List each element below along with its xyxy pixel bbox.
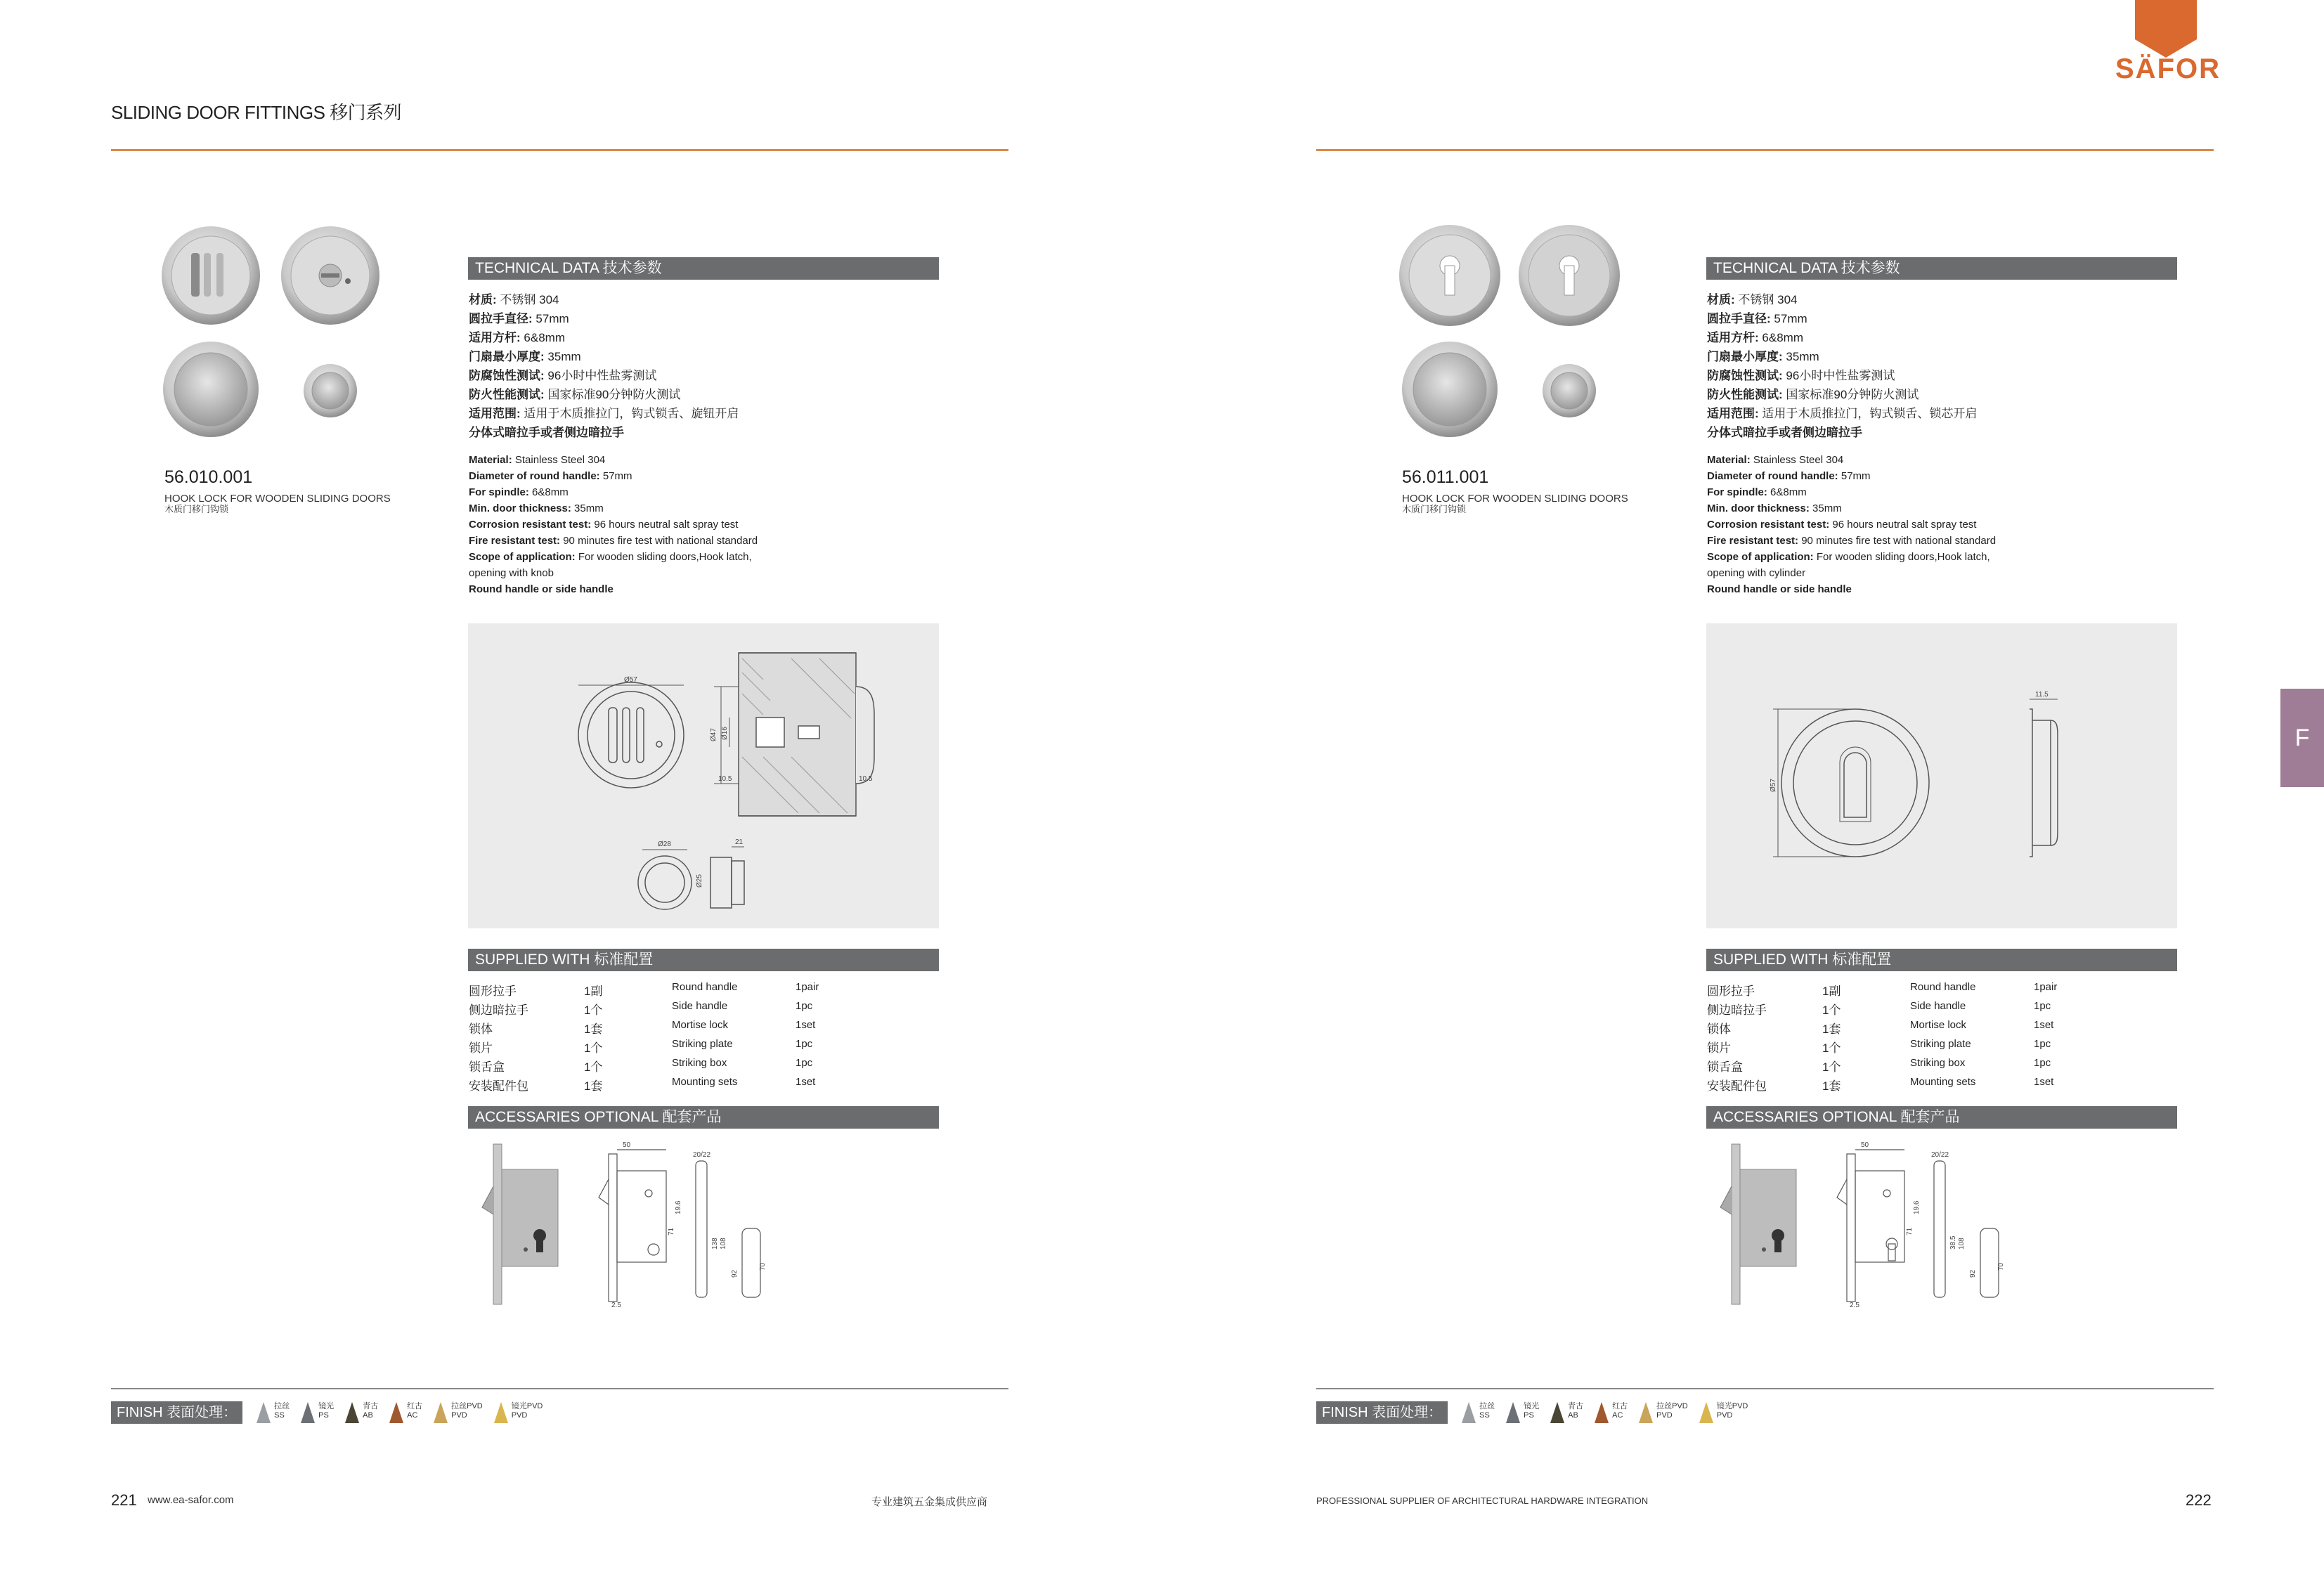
table-row: 锁片 1个 Striking plate 1pc: [469, 1038, 813, 1055]
mortise-lock-photo: [482, 1144, 558, 1304]
page-number-left: 221: [111, 1491, 137, 1509]
spec-row: 适用方杆: 6&8mm: [1707, 331, 1803, 344]
finish-label: FINISH 表面处理：: [1316, 1401, 1448, 1424]
dim-d28: Ø28: [658, 841, 671, 848]
technical-drawing-left: [468, 623, 939, 928]
table-row: 侧边暗拉手 1个 Side handle 1pc: [469, 1000, 813, 1017]
product-code: 56.010.001: [164, 467, 253, 487]
svg-text:71: 71: [1906, 1227, 1914, 1235]
dim-11-5: 11.5: [2035, 691, 2049, 699]
round-handle-cup-photo: [163, 342, 259, 437]
finish-ss-icon: [257, 1402, 271, 1423]
supplied-with-header: SUPPLIED WITH 标准配置: [468, 949, 939, 971]
svg-text:20/22: 20/22: [693, 1151, 711, 1159]
finish-swatch: 红古 AC: [389, 1402, 422, 1423]
mortise-lock-drawing-left: [469, 1137, 779, 1313]
spec-row: 分体式暗拉手或者侧边暗拉手: [469, 426, 624, 439]
tech-data-header: TECHNICAL DATA 技术参数: [468, 257, 939, 280]
svg-text:92: 92: [731, 1269, 739, 1278]
tech-data-header: TECHNICAL DATA 技术参数: [1706, 257, 2177, 280]
spec-row: Fire resistant test: 90 minutes fire test with national standard: [1707, 535, 1997, 547]
finish-row-left: [111, 1401, 554, 1424]
finish-swatch: 拉丝PVD PVD: [434, 1402, 483, 1423]
spec-row: Min. door thickness: 35mm: [469, 502, 604, 514]
mortise-lock-photo: [1720, 1144, 1796, 1304]
spec-row: Min. door thickness: 35mm: [1707, 502, 1842, 514]
dim-d57: Ø57: [624, 676, 637, 684]
website-link[interactable]: www.ea-safor.com: [148, 1494, 234, 1506]
spec-row: Corrosion resistant test: 96 hours neutral salt spray test: [1707, 519, 1977, 531]
spec-row: Material: Stainless Steel 304: [469, 454, 606, 466]
table-row: 安装配件包 1套 Mounting sets 1set: [1707, 1076, 2054, 1093]
spec-row: Material: Stainless Steel 304: [1707, 454, 1844, 466]
spec-row: 材质: 不锈钢 304: [469, 293, 559, 306]
table-row: 圆形拉手 1副 Round handle 1pair: [469, 981, 819, 998]
table-row: 锁体 1套 Mortise lock 1set: [1707, 1019, 2054, 1036]
svg-text:138: 138: [711, 1238, 719, 1250]
finish-rule-right: [1316, 1388, 2214, 1389]
svg-text:92: 92: [1969, 1269, 1977, 1278]
svg-text:70: 70: [759, 1262, 767, 1271]
finish-swatch: 青古 AB: [345, 1402, 378, 1423]
round-handle-indicator-photo: [281, 226, 379, 325]
page-number-right: 222: [2186, 1491, 2212, 1509]
section-tab[interactable]: F: [2280, 689, 2324, 787]
finish-ab-icon: [1550, 1402, 1564, 1423]
specs-cn: [1707, 290, 2178, 442]
product-photos-left: [158, 225, 390, 443]
finish-ps-icon: [301, 1402, 315, 1423]
table-row: 锁体 1套 Mortise lock 1set: [469, 1019, 816, 1036]
supplied-with-header: SUPPLIED WITH 标准配置: [1706, 949, 2177, 971]
mortise-lock-drawing-right: [1708, 1137, 2017, 1313]
spec-row: 适用范围: 适用于木质推拉门，钩式锁舌、旋钮开启: [469, 407, 739, 420]
mortise-lock-outline: [599, 1150, 760, 1302]
finish-pvd-polished-icon: [1699, 1402, 1713, 1423]
spec-row: 门扇最小厚度: 35mm: [1707, 350, 1819, 363]
finish-ac-icon: [1595, 1402, 1609, 1423]
dim-d16: Ø16: [721, 727, 729, 740]
dim-d25: Ø25: [696, 874, 703, 888]
round-handle-cup-photo: [1402, 342, 1498, 437]
dim-d47: Ø47: [710, 728, 718, 741]
accessories-header: ACCESSARIES OPTIONAL 配套产品: [468, 1106, 939, 1129]
product-desc-cn: 木质门移门钩锁: [164, 504, 229, 514]
finish-row-right: [1316, 1401, 1759, 1424]
finish-swatch: 拉丝 SS: [257, 1402, 290, 1423]
product-desc-cn: 木质门移门钩锁: [1402, 504, 1467, 514]
spec-row: Round handle or side handle: [469, 583, 614, 595]
finish-ps-icon: [1506, 1402, 1520, 1423]
mortise-lock-outline: [1837, 1150, 1999, 1302]
slogan-en: PROFESSIONAL SUPPLIER OF ARCHITECTURAL HARDWARE INTEGRATION: [1316, 1495, 1649, 1506]
spec-row: 分体式暗拉手或者侧边暗拉手: [1707, 426, 1862, 439]
specs-en: [469, 452, 940, 597]
finish-pvd-brushed-icon: [1639, 1402, 1653, 1423]
finish-swatch: 镜光PVD PVD: [1699, 1402, 1748, 1423]
product-photos-right: [1397, 225, 1629, 443]
brand-logo: SÄFOR: [2115, 53, 2221, 84]
table-row: 安装配件包 1套 Mounting sets 1set: [469, 1076, 816, 1093]
spec-row: 防火性能测试: 国家标准90分钟防火测试: [1707, 388, 1919, 401]
spec-row: Diameter of round handle: 57mm: [1707, 470, 1871, 482]
table-row: 锁舌盒 1个 Striking box 1pc: [1707, 1057, 2051, 1074]
finish-ac-icon: [389, 1402, 403, 1423]
technical-drawing-right: [1706, 623, 2177, 928]
spec-row: 门扇最小厚度: 35mm: [469, 350, 581, 363]
spec-row: 圆拉手直径: 57mm: [469, 312, 569, 325]
svg-text:108: 108: [1958, 1238, 1966, 1250]
spec-row: 适用范围: 适用于木质推拉门，钩式锁舌、锁芯开启: [1707, 407, 1978, 420]
finish-rule-left: [111, 1388, 1008, 1389]
spec-row: 适用方杆: 6&8mm: [469, 331, 565, 344]
table-row: 锁片 1个 Striking plate 1pc: [1707, 1038, 2051, 1055]
spec-row: opening with knob: [469, 567, 554, 579]
spec-row: 圆拉手直径: 57mm: [1707, 312, 1807, 325]
spec-row: 防腐蚀性测试: 96小时中性盐雾测试: [1707, 369, 1895, 382]
finish-swatch: 镜光 PS: [1506, 1402, 1539, 1423]
spec-row: Scope of application: For wooden sliding doors,Hook latch,: [469, 551, 752, 563]
finish-pvd-polished-icon: [494, 1402, 508, 1423]
side-handle-photo: [304, 364, 357, 417]
product-desc-en: HOOK LOCK FOR WOODEN SLIDING DOORS: [1402, 493, 1628, 505]
supplied-table-right: [1707, 981, 2057, 1095]
svg-text:50: 50: [623, 1141, 631, 1149]
spec-row: 防火性能测试: 国家标准90分钟防火测试: [469, 388, 681, 401]
spec-row: 材质: 不锈钢 304: [1707, 293, 1798, 306]
table-row: 圆形拉手 1副 Round handle 1pair: [1707, 981, 2058, 998]
cylinder-rosette-photo: [1399, 225, 1500, 326]
svg-text:50: 50: [1861, 1141, 1869, 1149]
header-rule-right: [1316, 149, 2214, 151]
finish-swatch: 拉丝 SS: [1462, 1402, 1495, 1423]
finish-label: FINISH 表面处理：: [111, 1401, 242, 1424]
product-code: 56.011.001: [1402, 467, 1489, 487]
spec-row: 防腐蚀性测试: 96小时中性盐雾测试: [469, 369, 657, 382]
round-handle-knob-photo: [162, 226, 260, 325]
spec-row: Diameter of round handle: 57mm: [469, 470, 632, 482]
spec-row: For spindle: 6&8mm: [1707, 486, 1807, 498]
dim-21: 21: [735, 838, 744, 846]
specs-cn: [469, 290, 940, 442]
svg-text:70: 70: [1997, 1262, 2005, 1271]
svg-text:20/22: 20/22: [1931, 1151, 1949, 1159]
cylinder-rosette-photo-2: [1519, 225, 1620, 326]
finish-swatch: 镜光 PS: [301, 1402, 334, 1423]
dim-10-5-b: 10.5: [859, 775, 873, 783]
spec-row: Fire resistant test: 90 minutes fire test with national standard: [469, 535, 758, 547]
svg-text:108: 108: [720, 1238, 727, 1250]
header-rule-left: [111, 149, 1008, 151]
brand-tab: [2135, 0, 2197, 39]
spec-row: Round handle or side handle: [1707, 583, 1852, 595]
slogan-cn: 专业建筑五金集成供应商: [871, 1496, 988, 1508]
finish-swatch: 镜光PVD PVD: [494, 1402, 543, 1423]
svg-text:2.5: 2.5: [611, 1302, 621, 1309]
svg-text:71: 71: [668, 1227, 675, 1235]
svg-text:19.6: 19.6: [675, 1200, 682, 1214]
table-row: 侧边暗拉手 1个 Side handle 1pc: [1707, 1000, 2051, 1017]
supplied-table-left: [469, 981, 819, 1095]
svg-text:2.5: 2.5: [1850, 1302, 1859, 1309]
finish-swatch: 红古 AC: [1595, 1402, 1628, 1423]
spec-row: Corrosion resistant test: 96 hours neutral salt spray test: [469, 519, 739, 531]
dim-d57: Ø57: [1770, 779, 1777, 792]
page-title: SLIDING DOOR FITTINGS 移门系列: [111, 102, 402, 123]
product-desc-en: HOOK LOCK FOR WOODEN SLIDING DOORS: [164, 493, 391, 505]
finish-ss-icon: [1462, 1402, 1476, 1423]
specs-en: [1707, 452, 2178, 597]
finish-swatch: 青古 AB: [1550, 1402, 1583, 1423]
accessories-header: ACCESSARIES OPTIONAL 配套产品: [1706, 1106, 2177, 1129]
dim-10-5-a: 10.5: [718, 775, 732, 783]
spec-row: For spindle: 6&8mm: [469, 486, 569, 498]
svg-text:19.6: 19.6: [1913, 1200, 1921, 1214]
finish-swatch: 拉丝PVD PVD: [1639, 1402, 1688, 1423]
finish-ab-icon: [345, 1402, 359, 1423]
side-handle-photo: [1543, 364, 1596, 417]
spec-row: opening with cylinder: [1707, 567, 1806, 579]
table-row: 锁舌盒 1个 Striking box 1pc: [469, 1057, 813, 1074]
svg-text:38.5: 38.5: [1949, 1235, 1957, 1250]
finish-pvd-brushed-icon: [434, 1402, 448, 1423]
spec-row: Scope of application: For wooden sliding doors,Hook latch,: [1707, 551, 1990, 563]
